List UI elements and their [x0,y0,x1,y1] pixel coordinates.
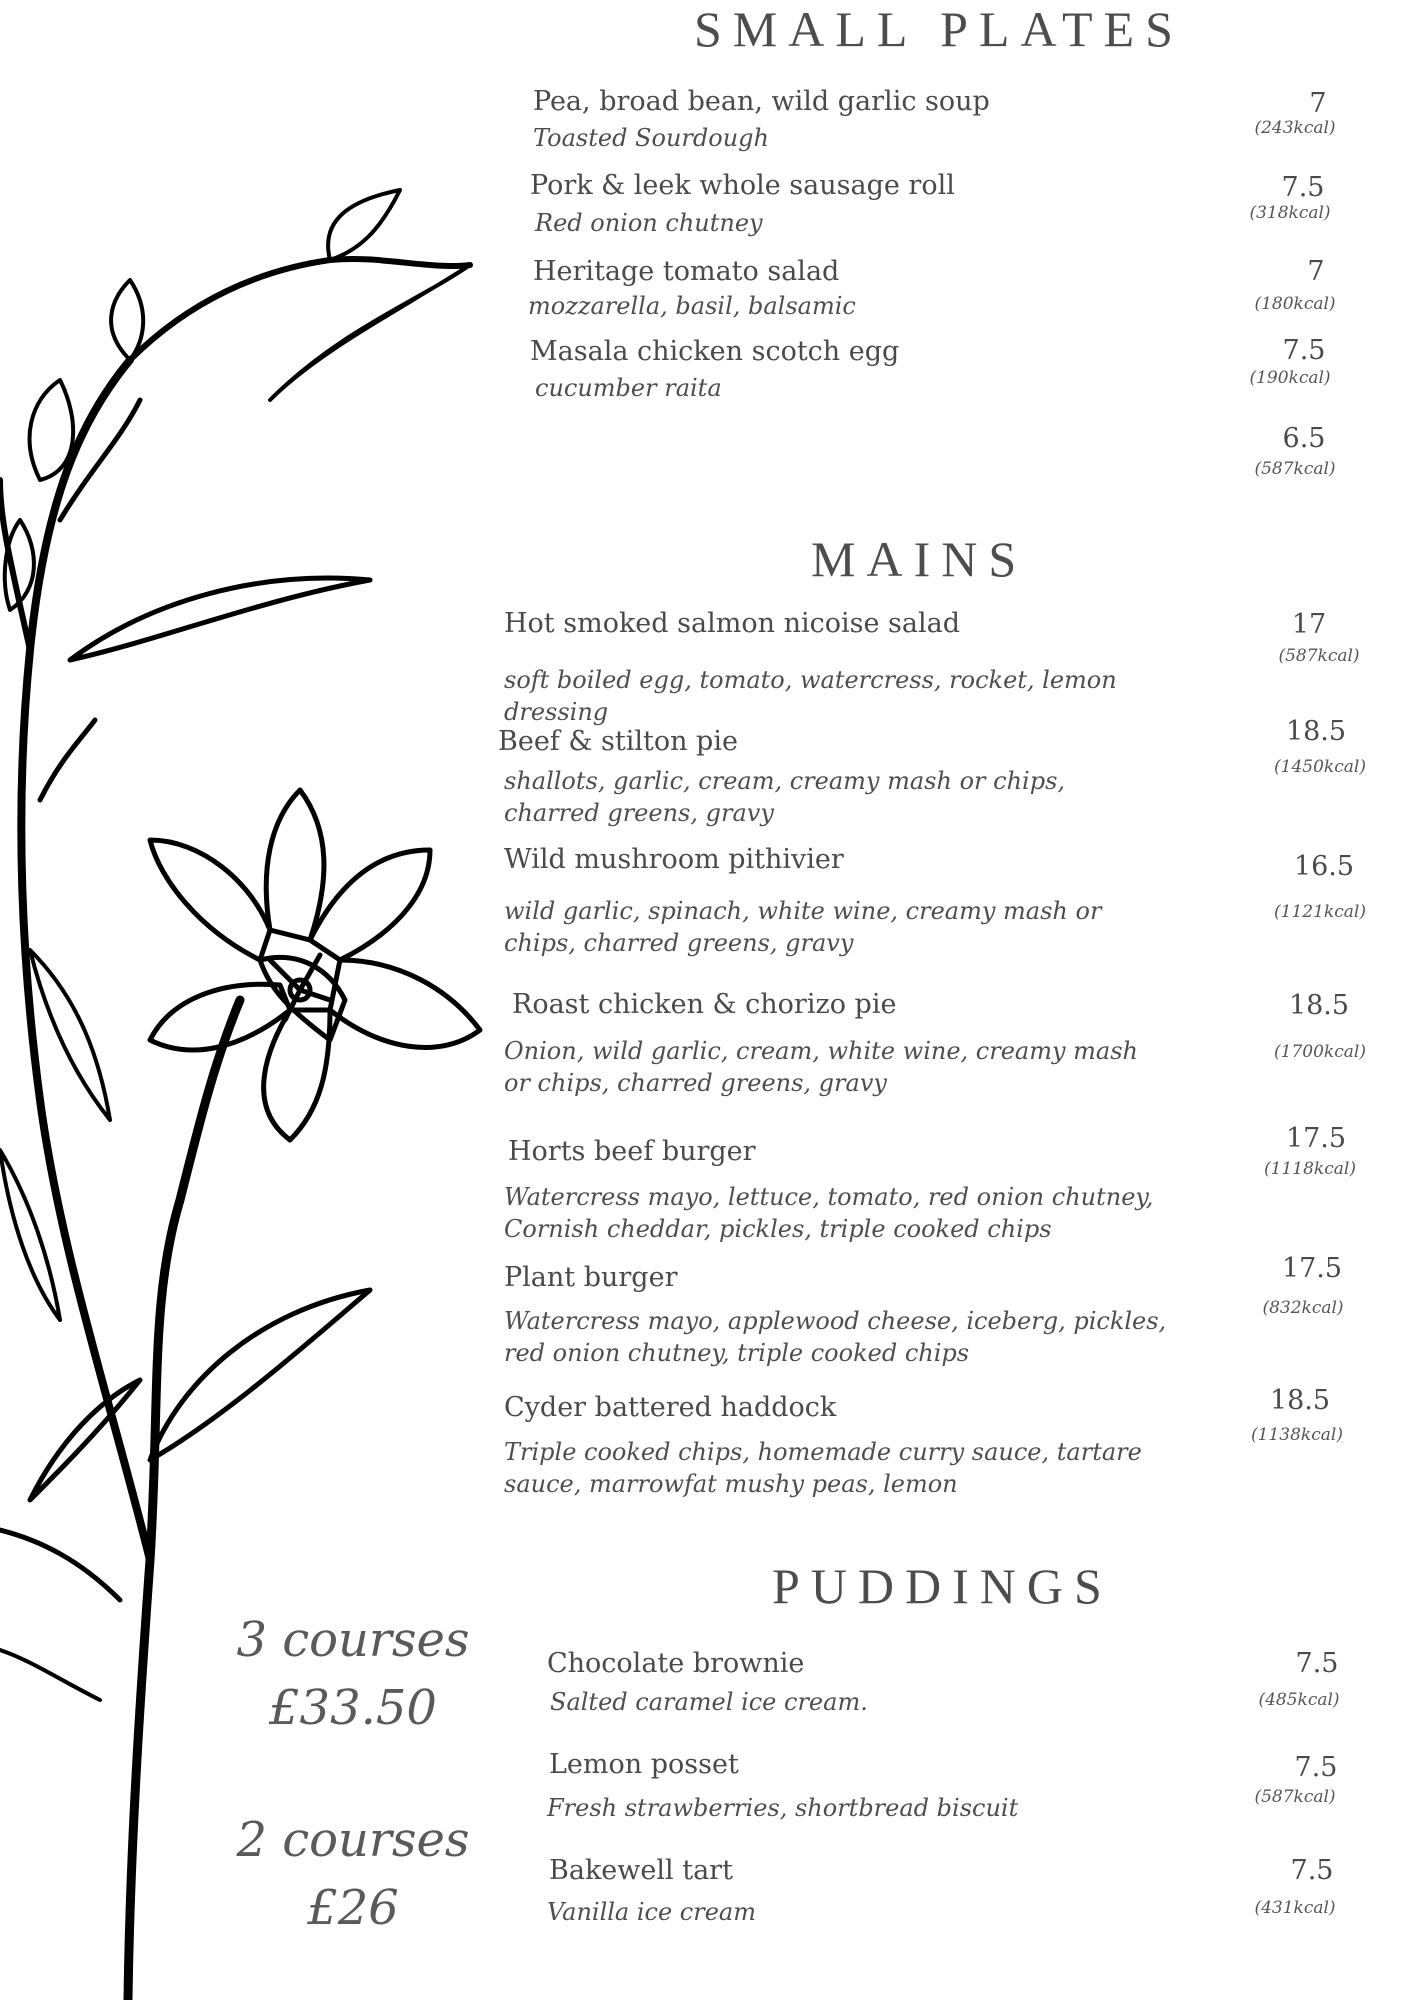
item-price: 17.5 [1281,1253,1343,1284]
item-kcal: (832kcal) [1262,1298,1344,1318]
item-kcal: (180kcal) [1254,294,1336,314]
item-name: Plant burger [504,1262,678,1293]
item-name: Horts beef burger [508,1136,756,1167]
section-heading-puddings: PUDDINGS [772,1558,1113,1614]
item-name: Beef & stilton pie [498,726,738,757]
item-description: cucumber raita [535,374,722,402]
item-kcal: (1121kcal) [1274,902,1366,922]
deal-three-courses [203,1606,503,1742]
item-price: 16.5 [1293,851,1355,882]
item-kcal: (1700kcal) [1274,1042,1366,1062]
item-name: Pork & leek whole sausage roll [530,170,955,201]
deal-courses-label: 2 courses [236,1812,470,1868]
item-kcal: (587kcal) [1254,1787,1336,1807]
item-price: 6.5 [1282,423,1326,454]
item-price: 18.5 [1285,716,1347,747]
item-name: Heritage tomato salad [533,256,840,287]
item-kcal: (1450kcal) [1274,757,1366,777]
item-price: 7 [1309,88,1327,119]
item-kcal: (190kcal) [1249,368,1331,388]
item-description: Vanilla ice cream [547,1898,756,1926]
item-name: Cyder battered haddock [504,1392,837,1423]
item-kcal: (431kcal) [1254,1898,1336,1918]
item-description: shallots, garlic, cream, creamy mash or chips, charred greens, gravy [504,767,1066,827]
item-kcal: (1118kcal) [1264,1159,1356,1179]
item-description: Salted caramel ice cream. [550,1688,868,1716]
item-description: mozzarella, basil, balsamic [528,292,856,320]
item-name: Roast chicken & chorizo pie [512,989,897,1020]
deal-price: £33.50 [269,1680,437,1736]
item-name: Masala chicken scotch egg [530,336,900,367]
item-kcal: (243kcal) [1254,118,1336,138]
deal-courses-label: 3 courses [236,1612,470,1668]
item-name: Lemon posset [549,1749,739,1780]
item-price: 7 [1307,256,1325,287]
item-kcal: (485kcal) [1258,1690,1340,1710]
deal-price: £26 [307,1880,399,1936]
item-description: soft boiled egg, tomato, watercress, rocket, lemon dressing [504,666,1117,726]
item-price: 7.5 [1294,1752,1338,1783]
item-name: Hot smoked salmon nicoise salad [504,608,960,639]
item-price: 18.5 [1269,1385,1331,1416]
item-kcal: (587kcal) [1254,459,1336,479]
item-kcal: (318kcal) [1249,203,1331,223]
item-price: 7.5 [1282,335,1326,366]
item-price: 18.5 [1288,990,1350,1021]
item-description: Fresh strawberries, shortbread biscuit [547,1794,1019,1822]
item-kcal: (1138kcal) [1251,1425,1343,1445]
item-description: Watercress mayo, lettuce, tomato, red onion chutney, Cornish cheddar, pickles, triple cooked chips [504,1183,1154,1243]
item-kcal: (587kcal) [1278,646,1360,666]
item-name: Chocolate brownie [547,1648,805,1679]
item-price: 17 [1291,609,1327,640]
item-price: 7.5 [1295,1648,1339,1679]
deal-two-courses [203,1806,503,1942]
item-price: 17.5 [1285,1123,1347,1154]
item-name: Bakewell tart [549,1855,733,1886]
item-description: Toasted Sourdough [533,124,769,152]
item-price: 7.5 [1281,172,1325,203]
item-description: Red onion chutney [535,209,763,237]
item-description: Watercress mayo, applewood cheese, iceberg, pickles, red onion chutney, triple cooked chips [504,1307,1167,1367]
item-name: Pea, broad bean, wild garlic soup [533,86,990,117]
item-price: 7.5 [1290,1855,1334,1886]
item-name: Wild mushroom pithivier [504,844,844,875]
section-heading-mains: MAINS [811,531,1028,587]
item-description: wild garlic, spinach, white wine, creamy mash or chips, charred greens, gravy [504,897,1102,957]
item-description: Triple cooked chips, homemade curry sauce, tartare sauce, marrowfat mushy peas, lemon [504,1438,1142,1498]
item-description: Onion, wild garlic, cream, white wine, creamy mash or chips, charred greens, gravy [504,1037,1138,1097]
section-heading-small-plates: SMALL PLATES [694,1,1184,57]
